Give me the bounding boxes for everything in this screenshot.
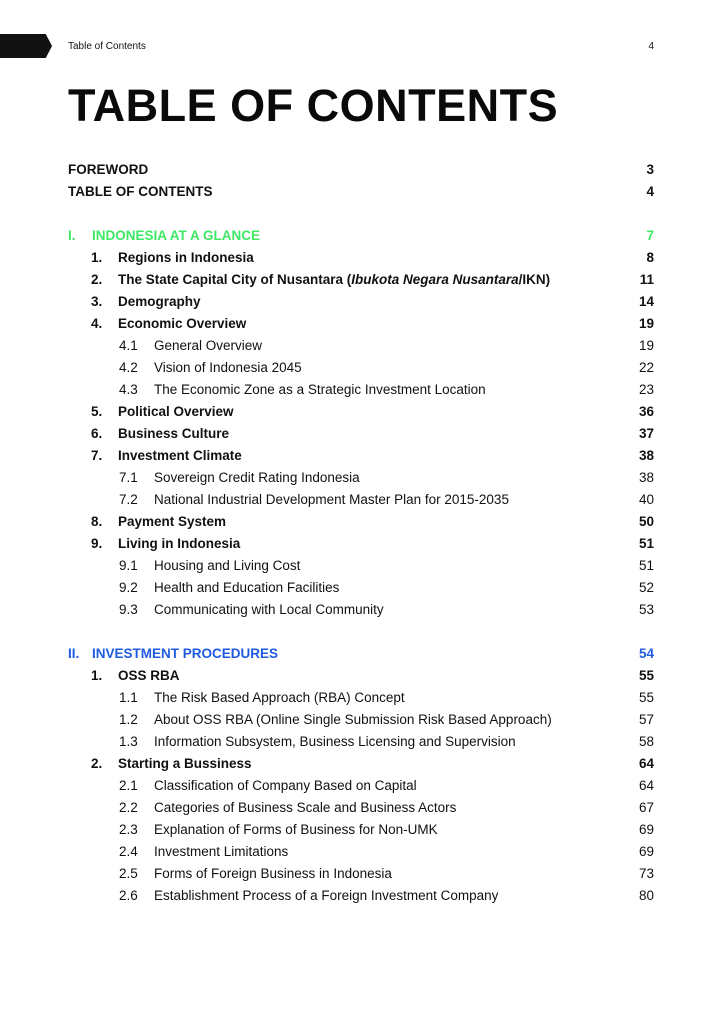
toc-subentry-number: 7.2 (119, 492, 138, 507)
toc-subentry-forms-non-umk[interactable] (0, 819, 724, 841)
toc-subentry-label: Housing and Living Cost (154, 558, 301, 573)
toc-chapter-number: 1. (91, 250, 103, 265)
toc-subentry-rba-concept[interactable] (0, 687, 724, 709)
toc-chapter-state-capital-nusantara[interactable] (0, 269, 724, 291)
toc-section-label: INVESTMENT PROCEDURES (92, 646, 279, 661)
toc-chapter-page: 37 (638, 426, 654, 441)
toc-subentry-label: The Risk Based Approach (RBA) Concept (154, 690, 405, 705)
toc-chapter-label: Living in Indonesia (118, 536, 241, 551)
toc-chapter-page: 55 (638, 668, 654, 683)
toc-subentry-vision-2045[interactable] (0, 357, 724, 379)
toc-subentry-label: The Economic Zone as a Strategic Investment Location (154, 382, 486, 397)
toc-chapter-demography[interactable] (0, 291, 724, 313)
toc-subentry-number: 2.4 (119, 844, 138, 859)
toc-chapter-page: 8 (646, 250, 654, 265)
toc-subentry-local-community[interactable] (0, 599, 724, 621)
toc-chapter-page: 36 (638, 404, 654, 419)
toc-chapter-number: 7. (91, 448, 103, 463)
toc-subentry-number: 9.1 (119, 558, 138, 573)
toc-subentry-label: Forms of Foreign Business in Indonesia (154, 866, 392, 881)
toc-subentry-page: 80 (638, 888, 654, 903)
toc-section-number: II. (68, 646, 80, 661)
toc-subentry-label: Categories of Business Scale and Business Actors (154, 800, 457, 815)
toc-chapter-investment-climate[interactable] (0, 445, 724, 467)
toc-chapter-economic-overview[interactable] (0, 313, 724, 335)
toc-subentry-label: Establishment Process of a Foreign Investment Company (154, 888, 499, 903)
toc-subentry-label: Information Subsystem, Business Licensing and Supervision (154, 734, 516, 749)
page-title: TABLE OF CONTENTS (68, 80, 559, 131)
toc-subentry-label: Investment Limitations (154, 844, 289, 859)
toc-subentry-page: 38 (638, 470, 654, 485)
toc-subentry-number: 4.3 (119, 382, 138, 397)
toc-chapter-number: 8. (91, 514, 103, 529)
toc-chapter-label: Economic Overview (118, 316, 247, 331)
toc-subentry-label: About OSS RBA (Online Single Submission Risk Based Approach) (154, 712, 552, 727)
toc-chapter-number: 2. (91, 756, 103, 771)
toc-subentry-investment-limitations[interactable] (0, 841, 724, 863)
toc-subentry-label: Communicating with Local Community (154, 602, 384, 617)
toc-subentry-page: 69 (638, 844, 654, 859)
toc-subentry-industrial-master-plan[interactable] (0, 489, 724, 511)
toc-subentry-economic-zone[interactable] (0, 379, 724, 401)
toc-chapter-page: 38 (638, 448, 654, 463)
toc-chapter-label-italic: Ibukota Negara Nusantara (351, 272, 519, 287)
toc-subentry-page: 53 (638, 602, 654, 617)
toc-chapter-label (118, 269, 550, 291)
toc-subentry-page: 19 (638, 338, 654, 353)
toc-subentry-company-classification[interactable] (0, 775, 724, 797)
toc-subentry-label: Health and Education Facilities (154, 580, 340, 595)
toc-subentry-label: National Industrial Development Master Plan for 2015-2035 (154, 492, 509, 507)
toc-chapter-page: 11 (639, 272, 654, 287)
toc-subentry-number: 4.2 (119, 360, 138, 375)
toc-chapter-label: Business Culture (118, 426, 230, 441)
toc-chapter-payment-system[interactable] (0, 511, 724, 533)
toc-subentry-number: 2.1 (119, 778, 138, 793)
toc-subentry-foreign-business-forms[interactable] (0, 863, 724, 885)
toc-subentry-business-scale[interactable] (0, 797, 724, 819)
toc-subentry-number: 1.1 (119, 690, 138, 705)
toc-subentry-page: 58 (638, 734, 654, 749)
toc-section-number: I. (68, 228, 76, 243)
toc-section-page: 54 (638, 646, 654, 661)
toc-subentry-number: 2.6 (119, 888, 138, 903)
toc-subentry-about-oss-rba[interactable] (0, 709, 724, 731)
toc-subentry-number: 4.1 (119, 338, 138, 353)
toc-section-indonesia-at-a-glance[interactable] (0, 225, 724, 247)
toc-subentry-foreign-investment-establishment[interactable] (0, 885, 724, 907)
toc-subentry-label: Explanation of Forms of Business for Non-UMK (154, 822, 438, 837)
toc-subentry-number: 9.3 (119, 602, 138, 617)
toc-entry-page: 4 (646, 184, 654, 199)
toc-subentry-number: 7.1 (119, 470, 138, 485)
toc-chapter-label: Demography (118, 294, 201, 309)
toc-subentry-page: 57 (638, 712, 654, 727)
toc-chapter-number: 1. (91, 668, 103, 683)
toc-subentry-label: Classification of Company Based on Capital (154, 778, 417, 793)
toc-subentry-number: 2.2 (119, 800, 138, 815)
toc-section-investment-procedures[interactable] (0, 643, 724, 665)
toc-subentry-page: 51 (638, 558, 654, 573)
header-tab-marker (0, 34, 52, 58)
toc-entry-label: TABLE OF CONTENTS (68, 184, 213, 199)
toc-entry-foreword[interactable] (0, 159, 724, 181)
toc-chapter-label: Political Overview (118, 404, 234, 419)
running-header-page-number: 4 (648, 41, 654, 52)
toc-chapter-living-in-indonesia[interactable] (0, 533, 724, 555)
toc-chapter-page: 19 (638, 316, 654, 331)
toc-chapter-political-overview[interactable] (0, 401, 724, 423)
toc-chapter-label: Payment System (118, 514, 227, 529)
toc-subentry-number: 2.3 (119, 822, 138, 837)
toc-chapter-number: 3. (91, 294, 103, 309)
toc-subentry-label: Vision of Indonesia 2045 (154, 360, 302, 375)
toc-chapter-number: 5. (91, 404, 103, 419)
toc-subentry-page: 73 (638, 866, 654, 881)
toc-chapter-number: 6. (91, 426, 103, 441)
toc-entry-page: 3 (646, 162, 654, 177)
toc-subentry-sovereign-credit-rating[interactable] (0, 467, 724, 489)
table-of-contents (0, 159, 724, 907)
toc-subentry-label: Sovereign Credit Rating Indonesia (154, 470, 360, 485)
toc-subentry-page: 40 (638, 492, 654, 507)
toc-chapter-page: 64 (638, 756, 654, 771)
toc-chapter-number: 2. (91, 272, 103, 287)
toc-subentry-page: 67 (638, 800, 654, 815)
toc-chapter-label-part: /IKN) (518, 272, 551, 287)
toc-chapter-page: 50 (638, 514, 654, 529)
toc-subentry-page: 64 (638, 778, 654, 793)
running-header-title: Table of Contents (68, 41, 146, 52)
toc-subentry-number: 1.2 (119, 712, 138, 727)
toc-subentry-general-overview[interactable] (0, 335, 724, 357)
toc-chapter-starting-a-business[interactable] (0, 753, 724, 775)
toc-chapter-business-culture[interactable] (0, 423, 724, 445)
toc-chapter-number: 9. (91, 536, 103, 551)
toc-chapter-label-part: The State Capital City of Nusantara ( (118, 272, 352, 287)
toc-chapter-regions-in-indonesia[interactable] (0, 247, 724, 269)
toc-subentry-health-education[interactable] (0, 577, 724, 599)
toc-subentry-page: 52 (638, 580, 654, 595)
toc-subentry-number: 2.5 (119, 866, 138, 881)
toc-subentry-number: 9.2 (119, 580, 138, 595)
toc-entry-label: FOREWORD (68, 162, 149, 177)
toc-chapter-page: 14 (638, 294, 654, 309)
toc-subentry-information-subsystem[interactable] (0, 731, 724, 753)
toc-subentry-page: 55 (638, 690, 654, 705)
toc-subentry-page: 22 (638, 360, 654, 375)
toc-entry-table-of-contents[interactable] (0, 181, 724, 203)
toc-subentry-housing-living-cost[interactable] (0, 555, 724, 577)
toc-subentry-page: 69 (638, 822, 654, 837)
toc-chapter-label: Investment Climate (118, 448, 242, 463)
toc-subentry-page: 23 (638, 382, 654, 397)
toc-section-page: 7 (646, 228, 654, 243)
toc-chapter-label: Starting a Bussiness (118, 756, 252, 771)
toc-chapter-oss-rba[interactable] (0, 665, 724, 687)
toc-section-label: INDONESIA AT A GLANCE (92, 228, 260, 243)
toc-subentry-number: 1.3 (119, 734, 138, 749)
toc-chapter-page: 51 (638, 536, 654, 551)
toc-chapter-number: 4. (91, 316, 103, 331)
toc-subentry-label: General Overview (154, 338, 263, 353)
toc-chapter-label: Regions in Indonesia (118, 250, 254, 265)
toc-chapter-label: OSS RBA (118, 668, 180, 683)
